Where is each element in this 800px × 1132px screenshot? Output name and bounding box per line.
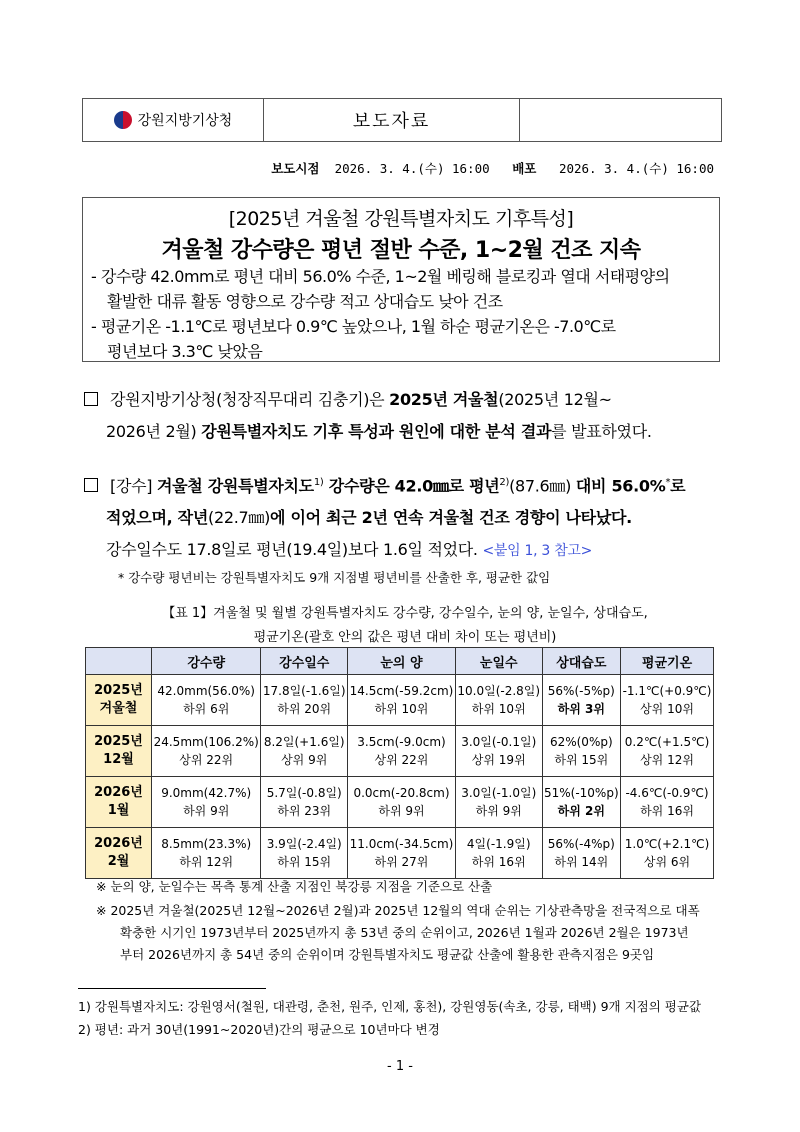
cell-value: 56%(-5%p) xyxy=(547,684,615,698)
cell-rank: 하위 2위 xyxy=(557,804,605,818)
distribution-date: 2026. 3. 4.(수) 16:00 xyxy=(558,161,714,176)
column-header: 강수일수 xyxy=(261,648,348,675)
asterisk-ref: * xyxy=(665,477,671,488)
text: (2025년 12월~ xyxy=(498,390,612,409)
row-year: 2025년 xyxy=(94,683,143,698)
text: 강수일수도 17.8일로 평년(19.4일)보다 1.6일 적었다. xyxy=(106,540,483,560)
cell-rank: 상위 22위 xyxy=(179,753,234,767)
climate-table xyxy=(85,647,714,879)
release-dateline xyxy=(271,159,714,177)
table-row xyxy=(86,828,714,879)
text-bold: 대비 56.0% xyxy=(575,476,666,496)
table-cell xyxy=(348,726,456,777)
header-blank-cell xyxy=(520,99,721,141)
text: [강수] xyxy=(110,476,157,496)
table-caption xyxy=(80,602,730,650)
cell-value: 8.5mm(23.3%) xyxy=(161,837,252,851)
table-cell xyxy=(621,777,714,828)
cell-rank: 하위 15위 xyxy=(554,753,609,767)
cell-rank: 하위 27위 xyxy=(374,855,429,869)
table-cell xyxy=(152,726,261,777)
summary-bullet-cont: 평년보다 3.3℃ 낮았음 xyxy=(107,342,263,361)
table-cell xyxy=(348,828,456,879)
cell-rank: 하위 9위 xyxy=(183,804,230,818)
page-number: - 1 - xyxy=(387,1059,413,1074)
table-cell xyxy=(542,726,621,777)
header-table xyxy=(82,98,722,142)
column-header: 평균기온 xyxy=(621,648,714,675)
text: (87.6㎜) xyxy=(509,476,576,496)
table-cell xyxy=(542,828,621,879)
summary-title: 겨울철 강수량은 평년 절반 수준, 1~2월 건조 지속 xyxy=(161,238,641,263)
cell-rank: 하위 16위 xyxy=(471,855,526,869)
cell-rank: 하위 10위 xyxy=(374,702,429,716)
doc-kind: 보도자료 xyxy=(264,99,520,141)
table-cell xyxy=(348,777,456,828)
taegeuk-logo-icon xyxy=(114,111,132,129)
remark-line: 부터 2026년까지 총 54년 중의 순위이며 강원특별자치도 평균값 산출에 활용한 관측지점은 9곳임 xyxy=(120,947,655,962)
summary-bullet-cont: 활발한 대류 활동 영향으로 강수량 적고 상대습도 낮아 건조 xyxy=(107,292,503,311)
row-period: 1월 xyxy=(107,803,130,818)
table-cell xyxy=(542,675,621,726)
cell-value: 51%(-10%p) xyxy=(543,786,619,800)
cell-value: -4.6℃(-0.9℃) xyxy=(625,786,709,800)
table-row xyxy=(86,726,714,777)
cell-value: 42.0mm(56.0%) xyxy=(157,684,255,698)
table-cell xyxy=(261,777,348,828)
cell-value: 3.9일(-2.4일) xyxy=(266,837,342,851)
table-cell xyxy=(455,777,542,828)
footnote-divider xyxy=(78,988,266,989)
attachment-reference-link[interactable]: <붙임 1, 3 참고> xyxy=(482,543,593,560)
checkbox-bullet-icon xyxy=(84,392,98,406)
summary-box xyxy=(82,197,720,362)
org-logo xyxy=(83,99,264,141)
text: (22.7㎜) xyxy=(208,508,271,528)
cell-value: -1.1℃(+0.9℃) xyxy=(622,684,712,698)
text: 강원지방기상청(청장직무대리 김충기)은 xyxy=(110,390,390,409)
cell-value: 14.5cm(-59.2cm) xyxy=(349,684,454,698)
cell-rank: 상위 19위 xyxy=(471,753,526,767)
table-row xyxy=(86,777,714,828)
cell-value: 17.8일(-1.6일) xyxy=(262,684,346,698)
table-cell xyxy=(455,828,542,879)
cell-rank: 하위 20위 xyxy=(277,702,332,716)
corner-cell xyxy=(86,648,152,675)
cell-value: 1.0℃(+2.1℃) xyxy=(624,837,710,851)
text-bold: 에 이어 최근 2년 연속 겨울철 건조 경향이 나타났다. xyxy=(270,508,632,528)
row-year: 2026년 xyxy=(94,836,143,851)
cell-value: 0.2℃(+1.5℃) xyxy=(624,735,710,749)
row-period: 겨울철 xyxy=(99,701,138,716)
org-name: 강원지방기상청 xyxy=(137,113,233,129)
cell-rank: 하위 6위 xyxy=(183,702,230,716)
table-cell xyxy=(621,675,714,726)
paragraph-intro xyxy=(84,384,724,448)
column-header: 강수량 xyxy=(152,648,261,675)
table-cell xyxy=(621,828,714,879)
row-period: 12월 xyxy=(103,752,134,767)
table-cell xyxy=(455,675,542,726)
remark-line: 확충한 시기인 1973년부터 2025년까지 총 53년 중의 순위이고, 2026년 1월과 2026년 2월은 1973년 xyxy=(120,925,689,940)
text-bold: 강원특별자치도 기후 특성과 원인에 대한 분석 결과 xyxy=(201,422,552,441)
cell-rank: 하위 15위 xyxy=(277,855,332,869)
cell-rank: 하위 14위 xyxy=(554,855,609,869)
distribution-label: 배포 xyxy=(512,161,537,176)
checkbox-bullet-icon xyxy=(84,478,98,492)
column-header: 눈일수 xyxy=(455,648,542,675)
remark xyxy=(96,900,716,966)
table-cell xyxy=(621,726,714,777)
table-cell xyxy=(261,675,348,726)
text-bold: 로 xyxy=(670,476,686,496)
table-cell xyxy=(348,675,456,726)
table-cell xyxy=(261,828,348,879)
text-bold: 강수량은 42.0㎜로 평년 xyxy=(323,476,500,496)
footnote: 2) 평년: 과거 30년(1991~2020년)간의 평균으로 10년마다 변경 xyxy=(78,1022,440,1037)
paragraph-precipitation xyxy=(84,467,724,567)
remark-line: ※ 2025년 겨울철(2025년 12월~2026년 2월)과 2025년 12월의 역대 순위는 기상관측망을 전국적으로 대폭 xyxy=(96,903,700,918)
release-date: 2026. 3. 4.(수) 16:00 xyxy=(334,161,490,176)
precipitation-note: * 강수량 평년비는 강원특별자치도 9개 지점별 평년비를 산출한 후, 평균한 값임 xyxy=(118,570,551,585)
column-header: 상대습도 xyxy=(542,648,621,675)
row-year: 2025년 xyxy=(94,734,143,749)
cell-rank: 하위 16위 xyxy=(640,804,694,818)
row-year: 2026년 xyxy=(94,785,143,800)
footnote-ref[interactable]: 1) xyxy=(313,477,324,488)
caption-line: 【표 1】겨울철 및 월별 강원특별자치도 강수량, 강수일수, 눈의 양, 눈일수, 상대습도, xyxy=(162,606,648,621)
text-bold: 2025년 겨울철 xyxy=(389,390,499,409)
remark: ※ 눈의 양, 눈일수는 목측 통계 산출 지점인 북강릉 지점을 기준으로 산출 xyxy=(96,879,493,894)
cell-rank: 상위 22위 xyxy=(374,753,429,767)
cell-rank: 하위 10위 xyxy=(471,702,526,716)
row-header xyxy=(86,675,152,726)
cell-rank: 하위 9위 xyxy=(475,804,522,818)
cell-rank: 하위 12위 xyxy=(179,855,234,869)
text: 를 발표하였다. xyxy=(551,422,652,441)
cell-value: 62%(0%p) xyxy=(549,735,613,749)
cell-rank: 하위 23위 xyxy=(277,804,332,818)
table-header-row xyxy=(86,648,714,675)
table-cell xyxy=(152,777,261,828)
caption-line: 평균기온(괄호 안의 값은 평년 대비 차이 또는 평년비) xyxy=(253,630,557,645)
row-header xyxy=(86,828,152,879)
row-header xyxy=(86,726,152,777)
text-bold: 겨울철 강원특별자치도 xyxy=(156,476,314,496)
cell-value: 56%(-4%p) xyxy=(547,837,615,851)
cell-rank: 상위 10위 xyxy=(640,702,694,716)
cell-value: 10.0일(-2.8일) xyxy=(457,684,541,698)
cell-value: 9.0mm(42.7%) xyxy=(161,786,252,800)
cell-rank: 상위 9위 xyxy=(281,753,328,767)
cell-value: 8.2일(+1.6일) xyxy=(263,735,345,749)
row-header xyxy=(86,777,152,828)
table-cell xyxy=(455,726,542,777)
cell-value: 5.7일(-0.8일) xyxy=(266,786,342,800)
cell-rank: 하위 9위 xyxy=(378,804,425,818)
summary-bullet: - 강수량 42.0mm로 평년 대비 56.0% 수준, 1~2월 베링해 블로킹과 열대 서태평양의 xyxy=(91,267,670,286)
summary-subtitle: [2025년 겨울철 강원특별자치도 기후특성] xyxy=(228,208,574,230)
footnote: 1) 강원특별자치도: 강원영서(철원, 대관령, 춘천, 원주, 인제, 홍천), 강원영동(속초, 강릉, 태백) 9개 지점의 평균값 xyxy=(78,999,702,1014)
cell-value: 3.0일(-1.0일) xyxy=(461,786,537,800)
column-header: 눈의 양 xyxy=(348,648,456,675)
table-cell xyxy=(152,675,261,726)
cell-value: 0.0cm(-20.8cm) xyxy=(353,786,450,800)
cell-rank: 하위 3위 xyxy=(557,702,605,716)
table-cell xyxy=(261,726,348,777)
table-row xyxy=(86,675,714,726)
cell-rank: 상위 12위 xyxy=(640,753,694,767)
cell-value: 3.0일(-0.1일) xyxy=(461,735,537,749)
cell-rank: 상위 6위 xyxy=(643,855,691,869)
row-period: 2월 xyxy=(107,854,130,869)
cell-value: 4일(-1.9일) xyxy=(466,837,531,851)
cell-value: 3.5cm(-9.0cm) xyxy=(357,735,446,749)
summary-bullet: - 평균기온 -1.1℃로 평년보다 0.9℃ 높았으나, 1월 하순 평균기온은 -7.0℃로 xyxy=(91,317,616,336)
text: 2026년 2월) xyxy=(106,422,202,441)
text-bold: 적었으며, 작년 xyxy=(106,508,208,528)
cell-value: 24.5mm(106.2%) xyxy=(153,735,259,749)
cell-value: 11.0cm(-34.5cm) xyxy=(349,837,454,851)
release-label: 보도시점 xyxy=(271,161,320,176)
table-cell xyxy=(152,828,261,879)
footnote-ref[interactable]: 2) xyxy=(499,477,510,488)
table-cell xyxy=(542,777,621,828)
